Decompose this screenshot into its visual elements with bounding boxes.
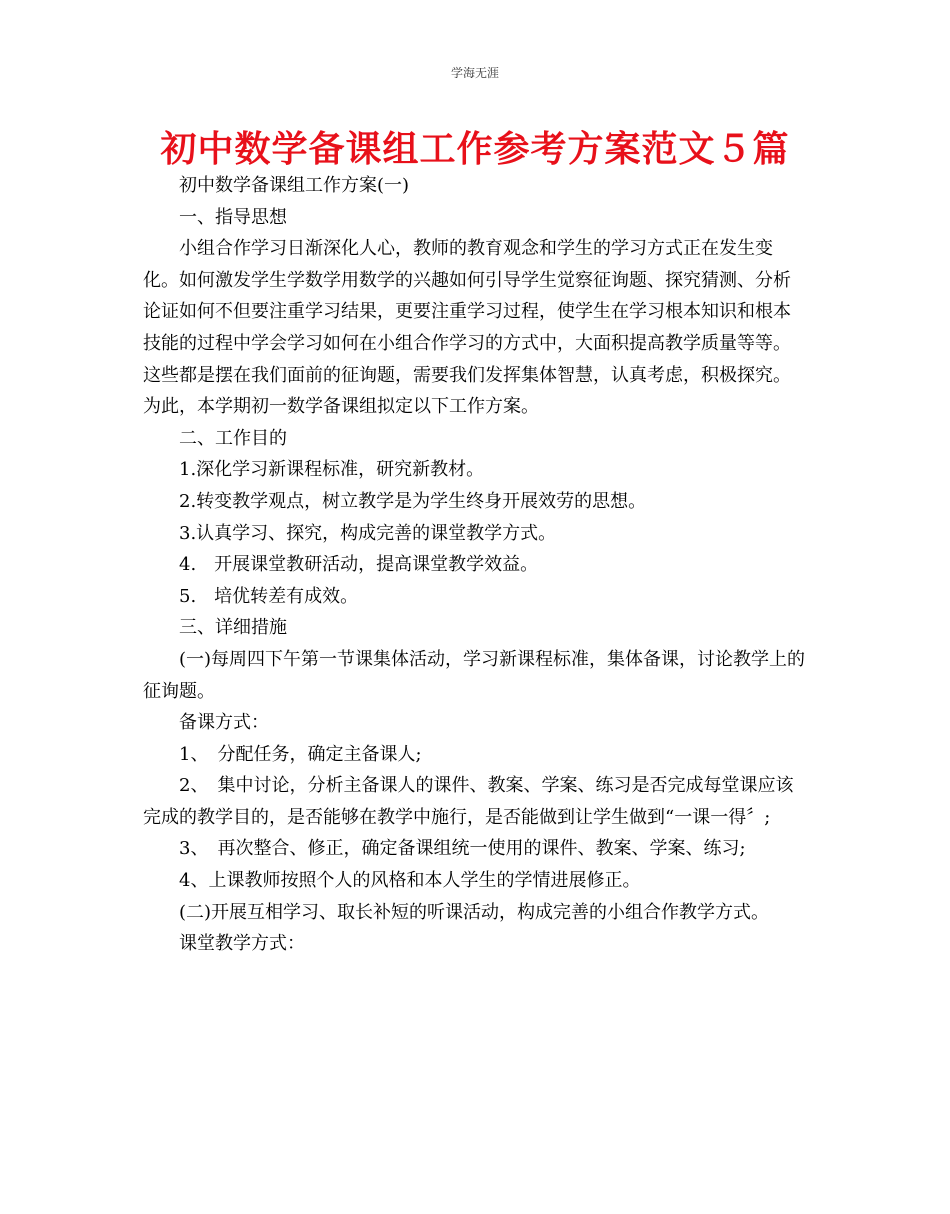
document-title: 初中数学备课组工作参考方案范文５篇	[160, 129, 790, 170]
paragraph: 3.认真学习、探究，构成完善的课堂教学方式。	[179, 522, 557, 544]
paragraph: 1、 分配任务，确定主备课人;	[179, 743, 422, 765]
paragraph: 1.深化学习新课程标准，研究新教材。	[179, 459, 485, 481]
paragraph: (一)每周四下午第一节课集体活动，学习新课程标准，集体备课，讨论教学上的征询题。	[143, 648, 806, 702]
paragraph: 小组合作学习日渐深化人心，教师的教育观念和学生的学习方式正在发生变化。如何激发学生学数学用数学的兴趣如何引导学生觉察征询题、探究猜测、分析论证如何不但要注重学习结果，更要注重学习过程，使学生在学习根本知识和根本技能的过程中学会学习如何在小组合作学习的方式中，大面积提高教学质量等等。这些都是摆在我们面前的征询题，需要我们发挥集体智慧，认真考虑，积极探究。为此，本学期初一数学备课组拟定以下工作方案。	[143, 238, 791, 418]
paragraph: 课堂教学方式：	[179, 933, 305, 955]
paragraph: 2.转变教学观点，树立教学是为学生终身开展效劳的思想。	[179, 490, 647, 512]
page-header: 学海无涯	[450, 66, 499, 80]
paragraph: 5. 培优转差有成效。	[179, 585, 359, 607]
paragraph: 二、工作目的	[179, 427, 287, 449]
paragraph: 2、 集中讨论，分析主备课人的课件、教案、学案、练习是否完成每堂课应该完成的教学目的，是否能够在教学中施行，是否能做到让学生做到“一课一得〞;	[143, 775, 794, 828]
paragraph: 3、 再次整合、修正，确定备课组统一使用的课件、教案、学案、练习;	[179, 838, 746, 860]
paragraph: 4、上课教师按照个人的风格和本人学生的学情进展修正。	[179, 870, 641, 892]
paragraph: 初中数学备课组工作方案(一)	[179, 175, 410, 196]
paragraph: 4. 开展课堂教研活动，提高课堂教学效益。	[179, 554, 539, 576]
paragraph: 备课方式：	[179, 712, 269, 734]
paragraph: 三、详细措施	[179, 617, 287, 639]
paragraph: (二)开展互相学习、取长补短的听课活动，构成完善的小组合作教学方式。	[179, 901, 770, 923]
paragraph: 一、指导思想	[179, 206, 287, 228]
document-body	[143, 170, 807, 960]
